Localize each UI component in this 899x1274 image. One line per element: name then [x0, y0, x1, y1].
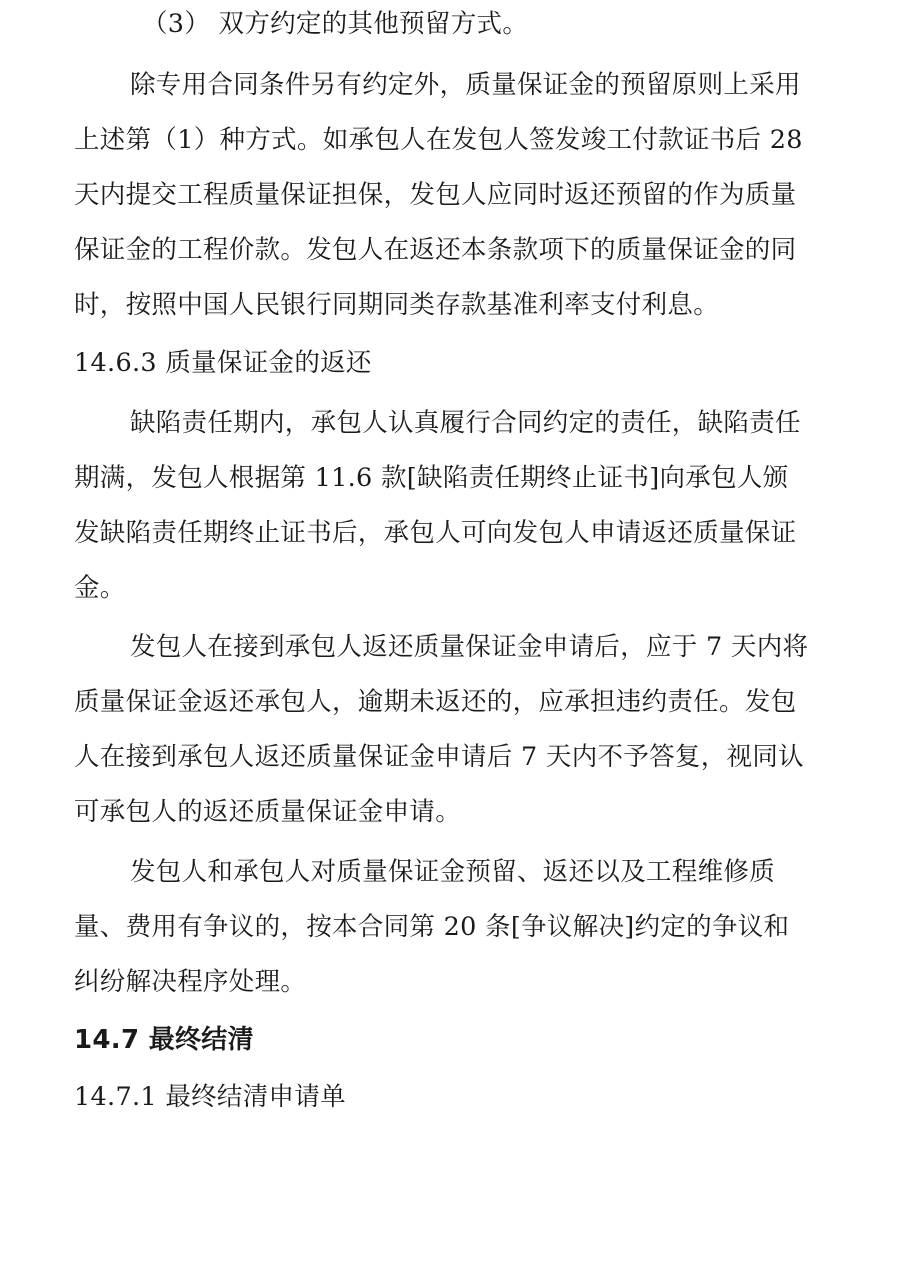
paragraph-1-line-5: 时，按照中国人民银行同期同类存款基准利率支付利息。 [74, 290, 720, 320]
paragraph-3-line-2: 质量保证金返还承包人，逾期未返还的，应承担违约责任。发包 [74, 687, 797, 717]
paragraph-1-line-3: 天内提交工程质量保证担保，发包人应同时返还预留的作为质量 [74, 180, 797, 210]
paragraph-2-line-1: 缺陷责任期内，承包人认真履行合同约定的责任，缺陷责任 [130, 408, 801, 438]
paragraph-2-line-4: 金。 [74, 573, 126, 603]
paragraph-3-line-1: 发包人在接到承包人返还质量保证金申请后，应于 7 天内将 [130, 632, 809, 662]
paragraph-4-line-1: 发包人和承包人对质量保证金预留、返还以及工程维修质 [130, 857, 776, 887]
section-heading-14-7: 14.7 最终结清 [74, 1025, 254, 1055]
paragraph-1-line-4: 保证金的工程价款。发包人在返还本条款项下的质量保证金的同 [74, 235, 797, 265]
paragraph-4-line-3: 纠纷解决程序处理。 [74, 967, 307, 997]
paragraph-3-line-4: 可承包人的返还质量保证金申请。 [74, 797, 462, 827]
section-heading-14-6-3: 14.6.3 质量保证金的返还 [74, 348, 372, 378]
list-item-3: （3） 双方约定的其他预留方式。 [142, 9, 529, 39]
paragraph-2-line-2: 期满，发包人根据第 11.6 款[缺陷责任期终止证书]向承包人颁 [74, 463, 789, 493]
section-heading-14-7-1: 14.7.1 最终结清申请单 [74, 1082, 346, 1112]
paragraph-1-line-2: 上述第（1）种方式。如承包人在发包人签发竣工付款证书后 28 [74, 125, 803, 155]
paragraph-4-line-2: 量、费用有争议的，按本合同第 20 条[争议解决]约定的争议和 [74, 912, 790, 942]
paragraph-2-line-3: 发缺陷责任期终止证书后，承包人可向发包人申请返还质量保证 [74, 518, 797, 548]
paragraph-3-line-3: 人在接到承包人返还质量保证金申请后 7 天内不予答复，视同认 [74, 742, 804, 772]
paragraph-1-line-1: 除专用合同条件另有约定外，质量保证金的预留原则上采用 [130, 70, 801, 100]
